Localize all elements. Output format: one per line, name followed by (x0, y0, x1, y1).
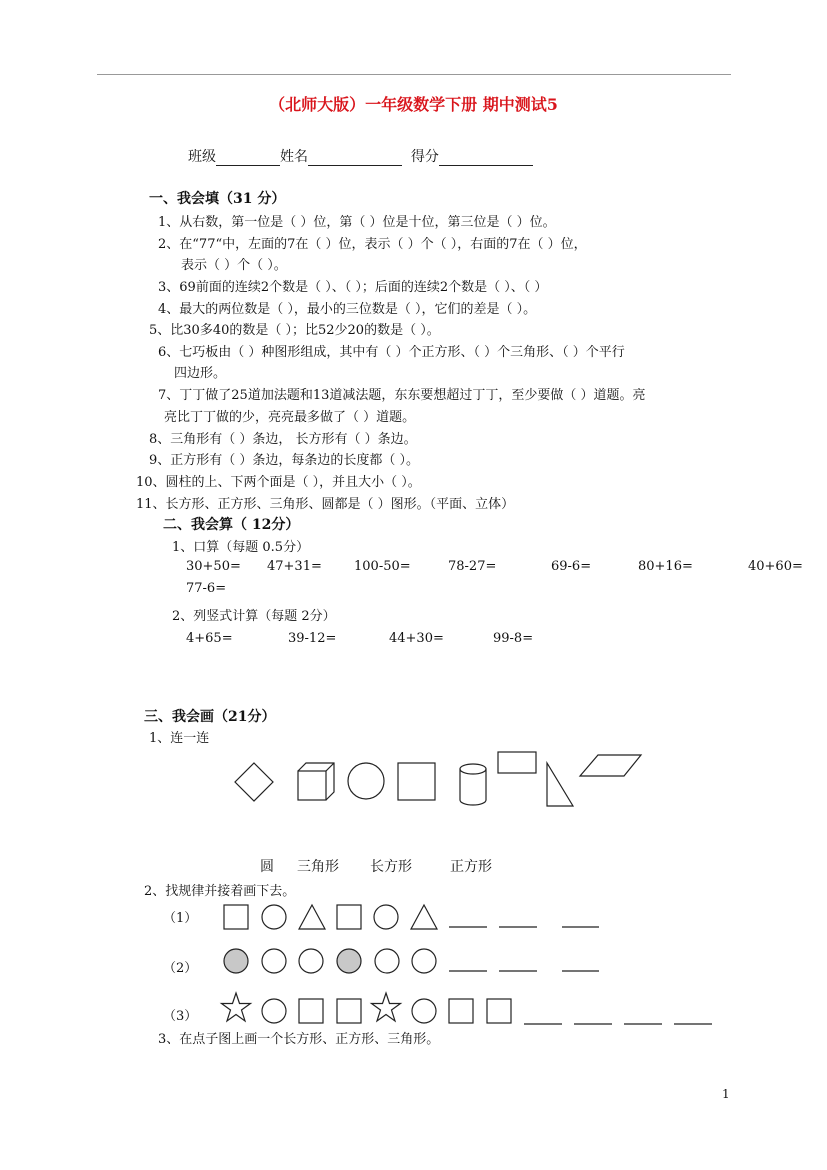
square-icon (337, 999, 361, 1023)
vertical-problem: 44+30= (389, 631, 444, 646)
question-6b: 四边形。 (174, 366, 227, 381)
score-label: 得分 (410, 149, 439, 165)
question-7a: 7、丁丁做了25道加法题和13道减法题，东东要想超过丁丁，至少要做（ ）道题。亮 (158, 388, 646, 403)
question-2b: 表示（ ）个（ ）。 (181, 258, 287, 273)
square-icon (449, 999, 473, 1023)
page-number: 1 (722, 1087, 730, 1101)
vertical-subheading: 2、列竖式计算（每题 2分） (172, 609, 336, 624)
name-label: 姓名 (280, 149, 308, 165)
oral-problem: 100-50= (354, 559, 411, 574)
question-5: 5、比30多40的数是（ ）；比52少20的数是（ ）。 (149, 323, 440, 338)
circle-icon (412, 949, 436, 973)
oral-problem: 78-27= (448, 559, 497, 574)
star-icon (372, 993, 401, 1021)
square-icon (337, 905, 361, 929)
question-6a: 6、七巧板由（ ）种图形组成，其中有（ ）个正方形、（ ）个三角形、（ ）个平行 (158, 345, 625, 360)
triangle-icon (299, 905, 325, 929)
class-label: 班级 (188, 149, 216, 165)
oral-subheading: 1、口算（每题 0.5分） (172, 540, 310, 555)
square-icon (299, 999, 323, 1023)
question-10: 10、圆柱的上、下两个面是（ ），并且大小（ ）。 (136, 475, 421, 490)
section3-heading: 三、我会画（21分） (144, 709, 276, 725)
circle-icon (374, 905, 398, 929)
pattern-row-label: （3） (163, 1009, 198, 1024)
vertical-problem: 39-12= (288, 631, 337, 646)
oral-problem: 30+50= (186, 559, 241, 574)
triangle-icon (411, 905, 437, 929)
question-4: 4、最大的两位数是（ ），最小的三位数是（ ），它们的差是（ ）。 (158, 302, 537, 317)
question-2a: 2、在“77“中，左面的7在（ ）位，表示（ ）个（ ），右面的7在（ ）位， (158, 237, 587, 252)
question-3: 3、69前面的连续2个数是（ ）、（ ）；后面的连续2个数是（ ）、（ ） (158, 280, 548, 295)
oral-problem: 69-6= (551, 559, 592, 574)
pattern-row-label: （2） (163, 961, 198, 976)
match-label: 三角形 (297, 859, 339, 875)
pattern-subheading: 2、找规律并接着画下去。 (144, 884, 296, 899)
page-title: （北师大版）一年级数学下册 期中测试5 (269, 95, 558, 114)
match-label: 圆 (260, 859, 274, 875)
match-label: 正方形 (450, 859, 492, 875)
square-icon (487, 999, 511, 1023)
oral-problem: 80+16= (638, 559, 693, 574)
oral-problem: 77-6= (186, 581, 227, 596)
circle-icon (412, 999, 436, 1023)
circle-icon (375, 949, 399, 973)
oral-problem: 47+31= (267, 559, 322, 574)
question-11: 11、长方形、正方形、三角形、圆都是（ ）图形。（平面、立体） (136, 497, 515, 512)
pattern-row-label: （1） (163, 911, 198, 926)
circle-icon (262, 949, 286, 973)
shaded-circle-icon (224, 949, 248, 973)
star-icon (222, 993, 251, 1021)
question-1: 1、从右数，第一位是（ ）位，第（ ）位是十位，第三位是（ ）位。 (158, 215, 556, 230)
circle-icon (262, 905, 286, 929)
shaded-circle-icon (337, 949, 361, 973)
square-icon (224, 905, 248, 929)
match-subheading: 1、连一连 (149, 731, 210, 746)
question-8: 8、三角形有（ ）条边， 长方形有（ ）条边。 (149, 432, 417, 447)
match-label: 长方形 (370, 859, 412, 875)
vertical-problem: 4+65= (186, 631, 233, 646)
section1-heading: 一、我会填（31 分） (149, 191, 286, 207)
question-9: 9、正方形有（ ）条边，每条边的长度都（ ）。 (149, 453, 420, 468)
circle-icon (262, 999, 286, 1023)
question-7b: 亮比丁丁做的少，亮亮最多做了（ ）道题。 (164, 410, 416, 425)
section2-heading: 二、我会算（ 12分） (163, 517, 300, 533)
vertical-problem: 99-8= (493, 631, 534, 646)
oral-problem: 40+60= (748, 559, 803, 574)
circle-icon (299, 949, 323, 973)
dotgrid-subheading: 3、在点子图上画一个长方形、正方形、三角形。 (158, 1032, 440, 1047)
